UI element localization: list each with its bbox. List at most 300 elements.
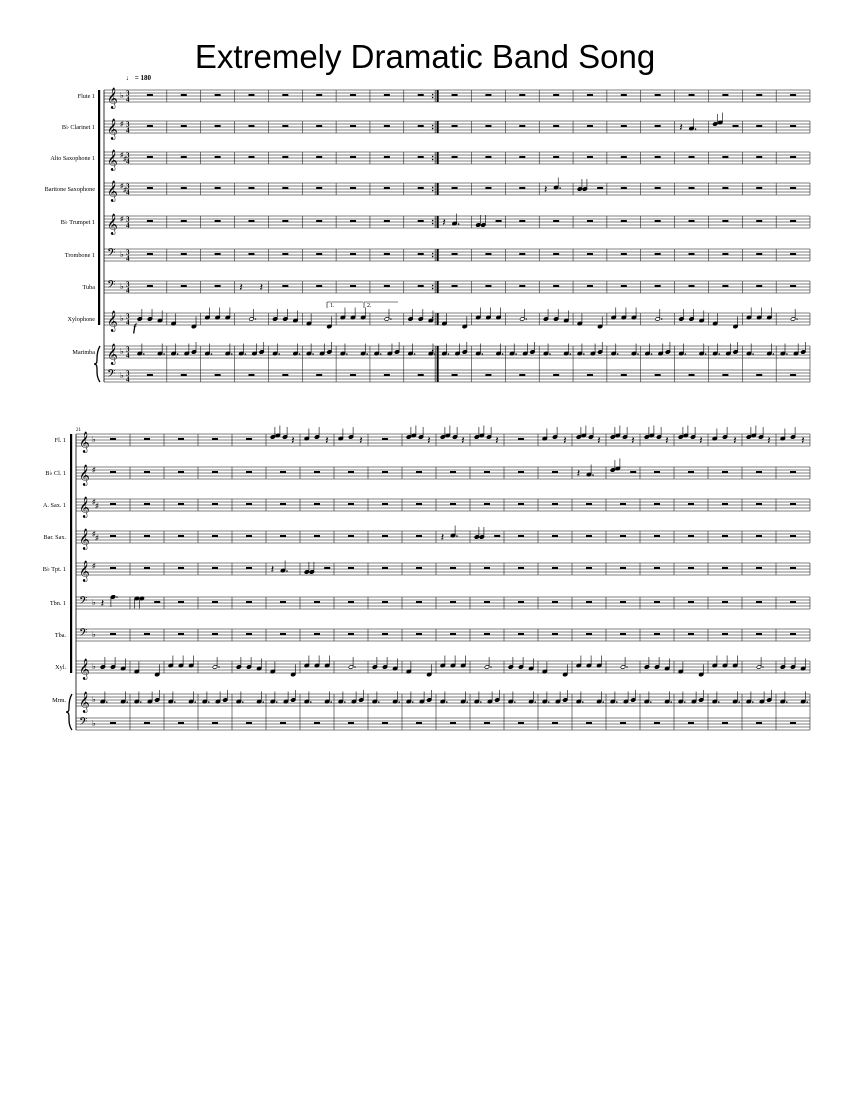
rest xyxy=(382,503,388,505)
instrument-label: B♭ Tpt. 1 xyxy=(42,566,66,573)
rest xyxy=(621,253,627,255)
treble-clef: 𝄞 xyxy=(79,465,90,485)
repeat-dot xyxy=(432,353,434,355)
time-signature-bottom: 4 xyxy=(126,318,130,327)
rest xyxy=(282,125,288,127)
augmentation-dot xyxy=(514,701,516,703)
time-signature-bottom: 4 xyxy=(126,221,130,230)
treble-clef: 𝄞 xyxy=(107,311,118,331)
time-signature-top: 3 xyxy=(126,248,130,257)
rest xyxy=(248,374,254,376)
rest xyxy=(586,601,592,603)
rest xyxy=(688,601,694,603)
repeat-dot xyxy=(432,256,434,258)
rest xyxy=(519,187,525,189)
key-signature-flat: ♭ xyxy=(120,371,124,380)
augmentation-dot xyxy=(276,701,278,703)
key-signature-sharp: ♯ xyxy=(123,155,127,163)
rest xyxy=(452,94,458,96)
rest xyxy=(314,471,320,473)
treble-clef: 𝄞 xyxy=(107,150,118,170)
key-signature-sharp: ♯ xyxy=(95,534,99,542)
augmentation-dot xyxy=(466,701,468,703)
rest xyxy=(416,503,422,505)
rest xyxy=(348,722,354,724)
treble-clef: 𝄞 xyxy=(79,432,90,452)
rest xyxy=(756,535,762,537)
quarter-rest: 𝄽 xyxy=(801,435,805,447)
rest xyxy=(620,633,626,635)
rest xyxy=(790,503,796,505)
rest xyxy=(518,503,524,505)
rest xyxy=(110,633,116,635)
rest xyxy=(316,156,322,158)
augmentation-dot xyxy=(242,701,244,703)
key-signature-flat: ♭ xyxy=(92,598,96,607)
rest xyxy=(518,633,524,635)
augmentation-dot xyxy=(448,353,450,355)
rest xyxy=(722,633,728,635)
system-bracket xyxy=(98,90,100,325)
rest xyxy=(215,125,221,127)
augmentation-dot xyxy=(177,353,179,355)
rest xyxy=(314,601,320,603)
augmentation-dot xyxy=(525,318,527,320)
rest xyxy=(248,94,254,96)
bass-clef: 𝄢 xyxy=(79,594,88,609)
rest xyxy=(181,374,187,376)
augmentation-dot xyxy=(806,701,808,703)
measure-number-21: 21 xyxy=(76,428,81,433)
rest xyxy=(280,503,286,505)
augmentation-dot xyxy=(398,701,400,703)
augmentation-dot xyxy=(218,666,220,668)
augmentation-dot xyxy=(796,318,798,320)
rest xyxy=(587,156,593,158)
rest xyxy=(621,187,627,189)
rest xyxy=(215,187,221,189)
rest xyxy=(722,471,728,473)
key-signature-sharp: ♯ xyxy=(120,151,124,159)
rest xyxy=(689,285,695,287)
rest xyxy=(689,187,695,189)
time-signature-top: 3 xyxy=(126,312,130,321)
key-signature-flat: ♭ xyxy=(92,662,96,671)
quarter-rest: 𝄽 xyxy=(259,282,264,294)
rest xyxy=(144,567,150,569)
quarter-rest: 𝄽 xyxy=(597,435,601,447)
rest xyxy=(621,125,627,127)
rest xyxy=(316,220,322,222)
augmentation-dot xyxy=(549,353,551,355)
repeat-dot xyxy=(432,350,434,352)
rest xyxy=(756,187,762,189)
treble-clef: 𝄞 xyxy=(107,214,118,234)
rest xyxy=(587,285,593,287)
augmentation-dot xyxy=(211,353,213,355)
quarter-rest: 𝄽 xyxy=(100,598,105,610)
rest xyxy=(110,438,116,440)
rest xyxy=(382,535,388,537)
augmentation-dot xyxy=(705,353,707,355)
rest xyxy=(348,471,354,473)
augmentation-dot xyxy=(592,474,594,476)
rest xyxy=(519,156,525,158)
rest xyxy=(790,156,796,158)
augmentation-dot xyxy=(208,701,210,703)
rest xyxy=(733,125,739,127)
rest xyxy=(790,601,796,603)
rest xyxy=(316,125,322,127)
treble-clef: 𝄞 xyxy=(107,181,118,201)
quarter-rest: 𝄽 xyxy=(543,184,548,196)
augmentation-dot xyxy=(685,353,687,355)
rest xyxy=(519,253,525,255)
time-signature-bottom: 4 xyxy=(126,254,130,263)
instrument-label: Alto Saxophone 1 xyxy=(50,155,95,162)
rest xyxy=(688,633,694,635)
rest xyxy=(553,156,559,158)
rest xyxy=(655,125,661,127)
rest xyxy=(655,156,661,158)
rest xyxy=(212,535,218,537)
rest xyxy=(620,722,626,724)
augmentation-dot xyxy=(602,701,604,703)
rest xyxy=(382,438,388,440)
time-signature-bottom: 4 xyxy=(126,351,130,360)
rest xyxy=(790,633,796,635)
rest xyxy=(280,633,286,635)
rest xyxy=(178,722,184,724)
rest xyxy=(485,187,491,189)
rest xyxy=(688,503,694,505)
rest xyxy=(621,220,627,222)
repeat-dot xyxy=(432,97,434,99)
repeat-dot xyxy=(432,288,434,290)
rest xyxy=(316,94,322,96)
augmentation-dot xyxy=(695,128,697,130)
rest xyxy=(418,374,424,376)
rest xyxy=(553,125,559,127)
rest xyxy=(144,535,150,537)
rest xyxy=(314,633,320,635)
rest xyxy=(246,438,252,440)
rest xyxy=(722,156,728,158)
tempo-marking: ♩ = 180 xyxy=(126,74,151,82)
rest xyxy=(416,535,422,537)
rest xyxy=(144,438,150,440)
bass-clef: 𝄢 xyxy=(107,246,116,261)
rest xyxy=(181,156,187,158)
rest xyxy=(178,601,184,603)
rest xyxy=(654,535,660,537)
rest xyxy=(621,156,627,158)
rest xyxy=(212,633,218,635)
rest xyxy=(382,567,388,569)
rest xyxy=(756,722,762,724)
rest xyxy=(485,285,491,287)
rest xyxy=(587,220,593,222)
augmentation-dot xyxy=(661,318,663,320)
rest xyxy=(553,220,559,222)
key-signature-sharp: ♯ xyxy=(95,502,99,510)
repeat-dot xyxy=(432,156,434,158)
rest xyxy=(597,187,603,189)
key-signature-flat: ♭ xyxy=(120,347,124,356)
rest xyxy=(689,156,695,158)
key-signature-sharp: ♯ xyxy=(120,215,124,223)
rest xyxy=(316,374,322,376)
augmentation-dot xyxy=(786,701,788,703)
rest xyxy=(790,374,796,376)
rest xyxy=(384,94,390,96)
rest xyxy=(147,253,153,255)
repeat-dot xyxy=(432,220,434,222)
repeat-dot xyxy=(432,159,434,161)
augmentation-dot xyxy=(231,353,233,355)
key-signature-flat: ♭ xyxy=(92,719,96,728)
rest xyxy=(212,471,218,473)
rest xyxy=(324,567,330,569)
key-signature-sharp: ♯ xyxy=(92,498,96,506)
key-signature-sharp: ♯ xyxy=(123,186,127,194)
treble-clef: 𝄞 xyxy=(79,692,90,712)
rest xyxy=(181,220,187,222)
rest xyxy=(348,503,354,505)
rest xyxy=(586,535,592,537)
rest xyxy=(722,567,728,569)
rest xyxy=(450,471,456,473)
augmentation-dot xyxy=(456,535,458,537)
instrument-label: Xylophone xyxy=(67,316,95,323)
treble-clef: 𝄞 xyxy=(107,119,118,139)
rest xyxy=(552,601,558,603)
rest xyxy=(154,601,160,603)
augmentation-dot xyxy=(718,353,720,355)
rest xyxy=(484,503,490,505)
rest xyxy=(384,253,390,255)
time-signature-top: 3 xyxy=(126,215,130,224)
rest xyxy=(722,535,728,537)
rest xyxy=(350,94,356,96)
quarter-rest: 𝄽 xyxy=(359,435,363,447)
quarter-rest: 𝄽 xyxy=(699,435,703,447)
rest xyxy=(348,535,354,537)
rest xyxy=(212,722,218,724)
rest xyxy=(586,633,592,635)
quarter-rest: 𝄽 xyxy=(665,435,669,447)
augmentation-dot xyxy=(616,701,618,703)
time-signature-bottom: 4 xyxy=(126,286,130,295)
rest xyxy=(382,471,388,473)
treble-clef: 𝄞 xyxy=(79,529,90,549)
rest xyxy=(212,601,218,603)
augmentation-dot xyxy=(650,701,652,703)
rest xyxy=(248,253,254,255)
augmentation-dot xyxy=(582,701,584,703)
repeat-dot xyxy=(432,285,434,287)
key-signature-flat: ♭ xyxy=(120,314,124,323)
rest xyxy=(246,535,252,537)
quarter-rest: 𝄽 xyxy=(733,435,737,447)
rest xyxy=(722,220,728,222)
repeat-dot xyxy=(432,223,434,225)
augmentation-dot xyxy=(414,353,416,355)
rest xyxy=(280,535,286,537)
rest xyxy=(110,535,116,537)
rest xyxy=(282,285,288,287)
rest xyxy=(181,94,187,96)
rest xyxy=(518,438,524,440)
system-bracket xyxy=(70,434,72,673)
rest xyxy=(147,374,153,376)
rest xyxy=(418,253,424,255)
augmentation-dot xyxy=(366,353,368,355)
augmentation-dot xyxy=(354,666,356,668)
instrument-label: A. Sax. 1 xyxy=(42,502,66,509)
rest xyxy=(756,156,762,158)
augmentation-dot xyxy=(684,701,686,703)
rest xyxy=(280,722,286,724)
instrument-label: B♭ Trumpet 1 xyxy=(60,219,95,226)
rest xyxy=(484,722,490,724)
time-signature-top: 3 xyxy=(126,89,130,98)
rest xyxy=(620,601,626,603)
rest xyxy=(790,125,796,127)
augmentation-dot xyxy=(116,596,118,598)
rest xyxy=(418,187,424,189)
augmentation-dot xyxy=(752,701,754,703)
rest xyxy=(552,535,558,537)
rest xyxy=(147,285,153,287)
rest xyxy=(144,722,150,724)
augmentation-dot xyxy=(262,701,264,703)
rest xyxy=(212,438,218,440)
rest xyxy=(416,567,422,569)
augmentation-dot xyxy=(559,187,561,189)
rest xyxy=(350,187,356,189)
rest xyxy=(348,567,354,569)
rest xyxy=(178,535,184,537)
instrument-label: Tbn. 1 xyxy=(49,600,66,607)
key-signature-sharp: ♯ xyxy=(92,466,96,474)
rest xyxy=(689,253,695,255)
rest xyxy=(722,722,728,724)
rest xyxy=(384,187,390,189)
rest xyxy=(722,285,728,287)
augmentation-dot xyxy=(245,353,247,355)
augmentation-dot xyxy=(143,353,145,355)
rest xyxy=(494,535,500,537)
quarter-rest: 𝄽 xyxy=(270,564,275,576)
dynamic-forte: f xyxy=(133,323,137,334)
rest xyxy=(418,285,424,287)
rest xyxy=(280,471,286,473)
augmentation-dot xyxy=(481,353,483,355)
rest xyxy=(654,503,660,505)
rest xyxy=(418,220,424,222)
rest xyxy=(144,503,150,505)
augmentation-dot xyxy=(637,353,639,355)
augmentation-dot xyxy=(174,701,176,703)
instrument-label: Tuba xyxy=(82,284,95,291)
rest xyxy=(586,567,592,569)
rest xyxy=(587,253,593,255)
rest xyxy=(654,601,660,603)
rest xyxy=(314,535,320,537)
augmentation-dot xyxy=(626,666,628,668)
repeat-dot xyxy=(432,253,434,255)
rest xyxy=(248,187,254,189)
augmentation-dot xyxy=(502,353,504,355)
rest xyxy=(178,471,184,473)
rest xyxy=(485,156,491,158)
rest xyxy=(518,601,524,603)
augmentation-dot xyxy=(515,353,517,355)
rest xyxy=(282,253,288,255)
time-signature-top: 3 xyxy=(126,182,130,191)
key-signature-flat: ♭ xyxy=(92,695,96,704)
rest xyxy=(350,285,356,287)
rest xyxy=(496,220,502,222)
augmentation-dot xyxy=(163,353,165,355)
rest xyxy=(485,94,491,96)
volta-1-label: 1. xyxy=(330,303,335,309)
instrument-label: Tba. xyxy=(54,632,66,639)
augmentation-dot xyxy=(194,701,196,703)
rest xyxy=(178,503,184,505)
rest xyxy=(654,567,660,569)
quarter-rest: 𝄽 xyxy=(576,468,581,480)
rest xyxy=(621,285,627,287)
augmentation-dot xyxy=(255,318,257,320)
instrument-label: Bar. Sax. xyxy=(43,534,66,541)
rest xyxy=(246,567,252,569)
quarter-rest: 𝄽 xyxy=(495,435,499,447)
rest xyxy=(655,94,661,96)
rest xyxy=(147,156,153,158)
quarter-rest: 𝄽 xyxy=(325,435,329,447)
instrument-label: B♭ Cl. 1 xyxy=(45,470,66,477)
rest xyxy=(654,722,660,724)
rest xyxy=(246,503,252,505)
augmentation-dot xyxy=(299,353,301,355)
rest xyxy=(756,374,762,376)
rest xyxy=(621,94,627,96)
treble-clef: 𝄞 xyxy=(79,497,90,517)
rest xyxy=(790,722,796,724)
repeat-dot xyxy=(432,125,434,127)
augmentation-dot xyxy=(490,666,492,668)
quarter-rest: 𝄽 xyxy=(427,435,431,447)
rest xyxy=(689,94,695,96)
rest xyxy=(655,285,661,287)
augmentation-dot xyxy=(126,701,128,703)
key-signature-sharp: ♯ xyxy=(120,182,124,190)
rest xyxy=(384,220,390,222)
time-signature-top: 3 xyxy=(126,151,130,160)
repeat-dot xyxy=(432,320,434,322)
rest xyxy=(384,285,390,287)
augmentation-dot xyxy=(310,701,312,703)
rest xyxy=(178,567,184,569)
rest xyxy=(756,253,762,255)
time-signature-bottom: 4 xyxy=(126,126,130,135)
rest xyxy=(586,722,592,724)
rest xyxy=(418,94,424,96)
rest xyxy=(790,535,796,537)
rest xyxy=(756,125,762,127)
